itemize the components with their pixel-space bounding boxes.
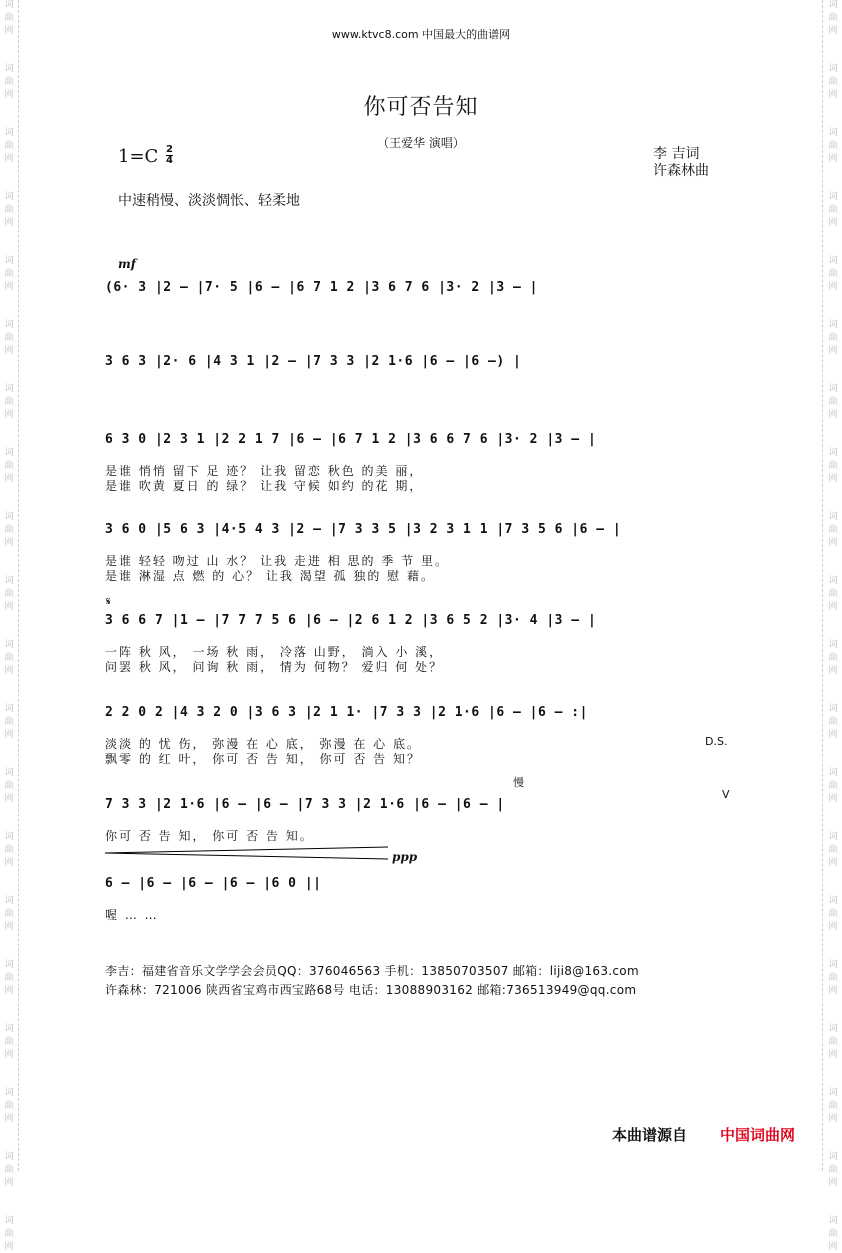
watermark-char: 网 bbox=[4, 90, 14, 100]
ds-marking: D.S. bbox=[705, 735, 728, 748]
watermark-char: 曲 bbox=[4, 1101, 14, 1111]
watermark-char: 曲 bbox=[4, 589, 14, 599]
watermark-char: 词 bbox=[828, 448, 838, 458]
watermark-char: 词 bbox=[4, 1024, 14, 1034]
site-url[interactable]: www.ktvc8.com bbox=[331, 28, 419, 41]
watermark-char: 词 bbox=[4, 960, 14, 970]
watermark-char: 网 bbox=[828, 1178, 838, 1188]
footer-composer-contact: 许森林：721006 陕西省宝鸡市西宝路68号 电话：13088903162 邮箱:736513949@qq.com bbox=[105, 983, 637, 997]
watermark-char: 词 bbox=[828, 64, 838, 74]
watermark-char: 词 bbox=[828, 640, 838, 650]
watermark-char: 曲 bbox=[4, 845, 14, 855]
lyricist: 李 吉词 bbox=[653, 146, 700, 162]
watermark-char: 网 bbox=[828, 282, 838, 292]
watermark-char: 词 bbox=[4, 1216, 14, 1226]
watermark-char: 网 bbox=[828, 1050, 838, 1060]
watermark-char: 曲 bbox=[4, 397, 14, 407]
watermark-char: 词 bbox=[4, 192, 14, 202]
watermark-char: 词 bbox=[828, 896, 838, 906]
lyric-line: 是谁 悄悄 留下 足 迹？ 让我 留恋 秋色 的美 丽， bbox=[105, 464, 424, 478]
watermark-char: 网 bbox=[828, 218, 838, 228]
watermark-char: 曲 bbox=[828, 1037, 838, 1047]
watermark-char: 网 bbox=[828, 474, 838, 484]
watermark-char: 曲 bbox=[828, 269, 838, 279]
site-header bbox=[0, 26, 842, 42]
watermark-char: 曲 bbox=[828, 845, 838, 855]
watermark-char: 网 bbox=[828, 1114, 838, 1124]
watermark-char: 网 bbox=[828, 154, 838, 164]
lyric-line: 是谁 轻轻 吻过 山 水？ 让我 走进 相 思的 季 节 里。 bbox=[105, 554, 449, 568]
watermark-char: 词 bbox=[828, 704, 838, 714]
watermark-char: 网 bbox=[828, 1242, 838, 1252]
watermark-char: 曲 bbox=[828, 333, 838, 343]
watermark-char: 词 bbox=[828, 192, 838, 202]
watermark-char: 词 bbox=[4, 704, 14, 714]
watermark-char: 网 bbox=[4, 602, 14, 612]
lyric-line: 淡淡 的 忧 伤， 弥漫 在 心 底， 弥漫 在 心 底。 bbox=[105, 737, 421, 751]
watermark-char: 曲 bbox=[828, 717, 838, 727]
breath-mark: V bbox=[722, 788, 730, 801]
watermark-char: 词 bbox=[4, 1152, 14, 1162]
watermark-char: 网 bbox=[828, 858, 838, 868]
watermark-char: 曲 bbox=[828, 653, 838, 663]
watermark-char: 词 bbox=[4, 640, 14, 650]
watermark-char: 网 bbox=[828, 538, 838, 548]
watermark-char: 网 bbox=[4, 922, 14, 932]
watermark-char: 网 bbox=[828, 346, 838, 356]
watermark-char: 曲 bbox=[4, 269, 14, 279]
watermark-char: 网 bbox=[4, 474, 14, 484]
notation-row: 3 6 0 |5 6 3 |4·5 4 3 |2 – |7 3 3 5 |3 2 3 1 1 |7 3 5 6 |6 – | bbox=[105, 522, 622, 537]
watermark-char: 词 bbox=[4, 576, 14, 586]
dynamic-mf: mf bbox=[118, 257, 136, 271]
site-tagline: 中国最大的曲谱网 bbox=[422, 28, 511, 41]
watermark-char: 曲 bbox=[4, 909, 14, 919]
watermark-char: 曲 bbox=[4, 141, 14, 151]
left-dashed-border bbox=[18, 0, 19, 1171]
watermark-char: 网 bbox=[4, 346, 14, 356]
singer-credit: （王爱华 演唱） bbox=[377, 136, 465, 150]
watermark-char: 网 bbox=[4, 1050, 14, 1060]
source-site-link[interactable]: 中国词曲网 bbox=[720, 1126, 796, 1144]
time-bottom: 4 bbox=[166, 155, 173, 166]
watermark-char: 网 bbox=[4, 794, 14, 804]
watermark-char: 曲 bbox=[4, 973, 14, 983]
watermark-char: 网 bbox=[828, 666, 838, 676]
watermark-char: 词 bbox=[4, 768, 14, 778]
watermark-char: 词 bbox=[828, 128, 838, 138]
watermark-char: 网 bbox=[4, 1178, 14, 1188]
watermark-char: 词 bbox=[828, 0, 838, 10]
left-watermark-strip bbox=[2, 0, 16, 1252]
watermark-char: 词 bbox=[828, 1216, 838, 1226]
watermark-char: 曲 bbox=[828, 461, 838, 471]
watermark-char: 网 bbox=[4, 282, 14, 292]
right-watermark-strip bbox=[826, 0, 840, 1252]
watermark-char: 网 bbox=[4, 154, 14, 164]
watermark-char: 曲 bbox=[828, 781, 838, 791]
watermark-char: 网 bbox=[828, 922, 838, 932]
watermark-char: 词 bbox=[828, 512, 838, 522]
time-top: 2 bbox=[166, 144, 173, 155]
key-signature: 1=C bbox=[118, 146, 159, 167]
lyric-line: 问罢 秋 风， 问询 秋 雨， 情为 何物？ 爱归 何 处？ bbox=[105, 660, 444, 674]
watermark-char: 词 bbox=[4, 448, 14, 458]
watermark-char: 网 bbox=[4, 538, 14, 548]
watermark-char: 词 bbox=[4, 832, 14, 842]
notation-row: 3 6 6 7 |1 – |7 7 7 5 6 |6 – |2 6 1 2 |3 6 5 2 |3· 4 |3 – | bbox=[105, 613, 597, 628]
watermark-char: 词 bbox=[828, 832, 838, 842]
watermark-char: 曲 bbox=[828, 205, 838, 215]
watermark-char: 网 bbox=[828, 986, 838, 996]
watermark-char: 曲 bbox=[828, 1101, 838, 1111]
lyric-line: 是谁 吹黄 夏日 的 绿？ 让我 守候 如约 的花 期， bbox=[105, 479, 424, 493]
slow-marking: 慢 bbox=[513, 776, 524, 789]
watermark-char: 网 bbox=[4, 858, 14, 868]
tempo-marking: 中速稍慢、淡淡惆怅、轻柔地 bbox=[118, 193, 300, 209]
watermark-char: 词 bbox=[4, 64, 14, 74]
lyric-line: 是谁 淋湿 点 燃 的 心？ 让我 渴望 孤 独的 慰 藉。 bbox=[105, 569, 435, 583]
footer-lyricist-contact: 李吉：福建省音乐文学学会会员QQ：376046563 手机：13850703507 邮箱：liji8@163.com bbox=[105, 964, 639, 978]
watermark-char: 网 bbox=[828, 26, 838, 36]
watermark-char: 词 bbox=[4, 320, 14, 330]
watermark-char: 曲 bbox=[828, 13, 838, 23]
watermark-char: 词 bbox=[4, 0, 14, 10]
watermark-char: 网 bbox=[828, 794, 838, 804]
watermark-char: 曲 bbox=[4, 1165, 14, 1175]
watermark-char: 词 bbox=[4, 128, 14, 138]
watermark-char: 曲 bbox=[828, 973, 838, 983]
watermark-char: 曲 bbox=[828, 1229, 838, 1239]
source-label: 本曲谱源自 bbox=[612, 1126, 688, 1144]
notation-row: 6 3 0 |2 3 1 |2 2 1 7 |6 – |6 7 1 2 |3 6 6 7 6 |3· 2 |3 – | bbox=[105, 432, 597, 447]
watermark-char: 网 bbox=[4, 986, 14, 996]
notation-row: 7 3 3 |2 1·6 |6 – |6 – |7 3 3 |2 1·6 |6 – |6 – | bbox=[105, 797, 505, 812]
segno-sign: 𝄋 bbox=[106, 595, 111, 608]
watermark-char: 网 bbox=[828, 730, 838, 740]
watermark-char: 曲 bbox=[4, 205, 14, 215]
watermark-char: 网 bbox=[4, 26, 14, 36]
watermark-char: 词 bbox=[828, 384, 838, 394]
watermark-char: 曲 bbox=[4, 653, 14, 663]
decrescendo-hairpin bbox=[105, 846, 390, 860]
watermark-char: 词 bbox=[828, 768, 838, 778]
watermark-char: 曲 bbox=[4, 717, 14, 727]
watermark-char: 曲 bbox=[828, 397, 838, 407]
watermark-char: 网 bbox=[4, 1114, 14, 1124]
watermark-char: 网 bbox=[4, 730, 14, 740]
watermark-char: 曲 bbox=[4, 1037, 14, 1047]
lyric-line: 喔 … … bbox=[105, 908, 159, 922]
watermark-char: 曲 bbox=[4, 461, 14, 471]
composer: 许森林曲 bbox=[653, 163, 709, 179]
watermark-char: 曲 bbox=[4, 781, 14, 791]
notation-row: 3 6 3 |2· 6 |4 3 1 |2 – |7 3 3 |2 1·6 |6 – |6 –) | bbox=[105, 354, 522, 369]
watermark-char: 网 bbox=[828, 602, 838, 612]
watermark-char: 曲 bbox=[828, 525, 838, 535]
watermark-char: 曲 bbox=[4, 1229, 14, 1239]
notation-row: 6 – |6 – |6 – |6 – |6 0 || bbox=[105, 876, 322, 891]
watermark-char: 曲 bbox=[828, 141, 838, 151]
watermark-char: 词 bbox=[828, 320, 838, 330]
right-dashed-border bbox=[822, 0, 823, 1171]
watermark-char: 词 bbox=[4, 512, 14, 522]
watermark-char: 词 bbox=[4, 256, 14, 266]
dynamic-ppp: ppp bbox=[392, 850, 418, 864]
watermark-char: 词 bbox=[828, 1024, 838, 1034]
watermark-char: 网 bbox=[4, 666, 14, 676]
watermark-char: 曲 bbox=[828, 1165, 838, 1175]
watermark-char: 词 bbox=[4, 1088, 14, 1098]
watermark-char: 网 bbox=[828, 90, 838, 100]
song-title: 你可否告知 bbox=[363, 95, 479, 120]
watermark-char: 词 bbox=[828, 960, 838, 970]
watermark-char: 曲 bbox=[4, 13, 14, 23]
watermark-char: 词 bbox=[4, 896, 14, 906]
watermark-char: 曲 bbox=[4, 525, 14, 535]
watermark-char: 词 bbox=[828, 256, 838, 266]
lyric-line: 一阵 秋 风， 一场 秋 雨， 冷落 山野， 淌入 小 溪， bbox=[105, 645, 444, 659]
watermark-char: 曲 bbox=[4, 333, 14, 343]
notation-row: 2 2 0 2 |4 3 2 0 |3 6 3 |2 1 1· |7 3 3 |2 1·6 |6 – |6 – :| bbox=[105, 705, 588, 720]
watermark-char: 网 bbox=[828, 410, 838, 420]
watermark-char: 曲 bbox=[828, 909, 838, 919]
watermark-char: 网 bbox=[4, 410, 14, 420]
watermark-char: 词 bbox=[828, 576, 838, 586]
lyric-line: 飘零 的 红 叶， 你可 否 告 知， 你可 否 告 知？ bbox=[105, 752, 421, 766]
watermark-char: 网 bbox=[4, 1242, 14, 1252]
watermark-char: 词 bbox=[4, 384, 14, 394]
watermark-char: 词 bbox=[828, 1152, 838, 1162]
time-signature bbox=[166, 145, 173, 166]
watermark-char: 曲 bbox=[828, 589, 838, 599]
watermark-char: 曲 bbox=[4, 77, 14, 87]
lyric-line: 你可 否 告 知， 你可 否 告 知。 bbox=[105, 829, 314, 843]
watermark-char: 曲 bbox=[828, 77, 838, 87]
watermark-char: 词 bbox=[828, 1088, 838, 1098]
notation-row: (6· 3 |2 – |7· 5 |6 – |6 7 1 2 |3 6 7 6 |3· 2 |3 – | bbox=[105, 280, 538, 295]
watermark-char: 网 bbox=[4, 218, 14, 228]
